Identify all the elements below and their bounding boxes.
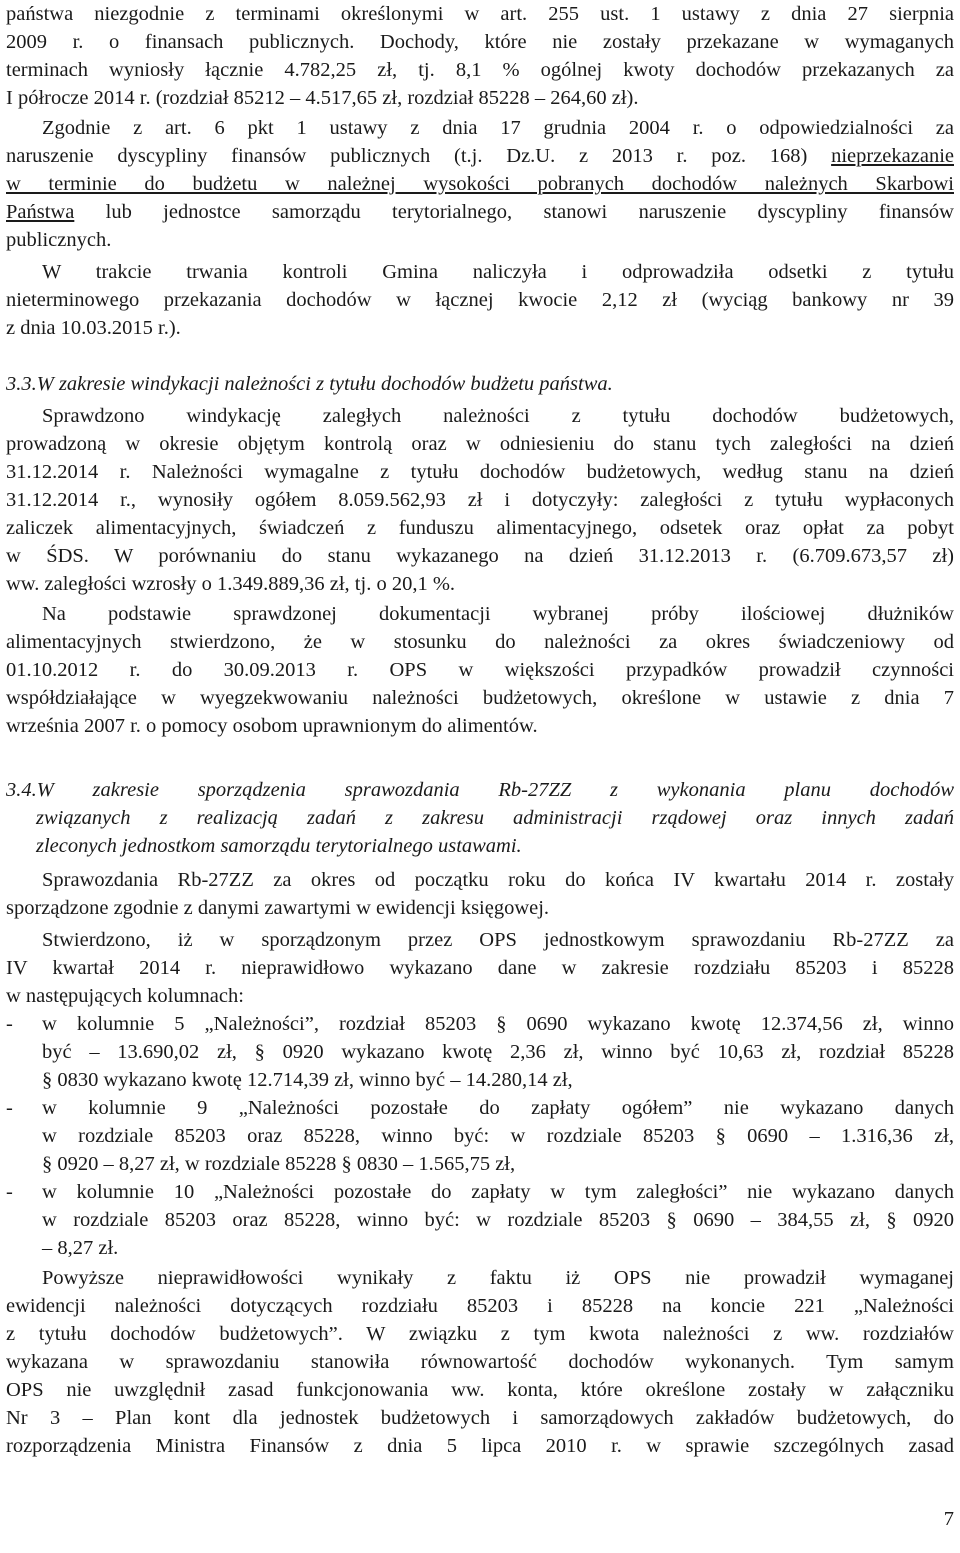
text-line: z dnia 10.03.2015 r.). bbox=[6, 317, 181, 339]
text-segment: lub jednostce samorządu terytorialnego, stanowi naruszenie dyscypliny finansów bbox=[74, 201, 954, 223]
text-line: W trakcie trwania kontroli Gmina naliczyła i odprowadziła odsetki z tytułu bbox=[42, 261, 954, 283]
list-item-line: być – 13.690,02 zł, § 0920 wykazano kwotę 2,36 zł, winno być 10,63 zł, rozdział 85228 bbox=[42, 1041, 954, 1063]
text-line: Nr 3 – Plan kont dla jednostek budżetowych i samorządowych zakładów budżetowych, do bbox=[6, 1407, 954, 1429]
section-heading-line: zleconych jednostkom samorządu terytorialnego ustawami. bbox=[36, 835, 522, 857]
text-line: terminach wyniosły łącznie 4.782,25 zł, tj. 8,1 % ogólnej kwoty dochodów przekazanych za bbox=[6, 59, 954, 81]
text-line: rozporządzenia Ministra Finansów z dnia 5 lipca 2010 r. w sprawie szczególnych zasad bbox=[6, 1435, 954, 1457]
text-line: sporządzone zgodnie z danymi zawartymi w ewidencji księgowej. bbox=[6, 897, 550, 919]
page-number: 7 bbox=[943, 1508, 954, 1530]
text-line: w ŚDS. W porównaniu do stanu wykazanego na dzień 31.12.2013 r. (6.709.673,57 zł) bbox=[6, 545, 954, 567]
text-line: prowadzoną w okresie objętym kontrolą oraz w odniesieniu do stanu tych zaległości na dzień bbox=[6, 433, 954, 455]
text-line: ww. zaległości wzrosły o 1.349.889,36 zł, tj. o 20,1 %. bbox=[6, 573, 456, 595]
text-line: publicznych. bbox=[6, 229, 112, 251]
text-line: OPS nie uwzględnił zasad funkcjonowania ww. konta, które określone zostały w załączniku bbox=[6, 1379, 954, 1401]
list-item-line: § 0830 wykazano kwotę 12.714,39 zł, winno być – 14.280,14 zł, bbox=[42, 1069, 573, 1091]
text-line: państwa niezgodnie z terminami określonymi w art. 255 ust. 1 ustawy z dnia 27 sierpnia bbox=[6, 3, 954, 25]
text-line: 31.12.2014 r. Należności wymagalne z tytułu dochodów budżetowych, według stanu na dzień bbox=[6, 461, 954, 483]
text-line: 01.10.2012 r. do 30.09.2013 r. OPS w większości przypadków prowadził czynności bbox=[6, 659, 954, 681]
text-line: Na podstawie sprawdzonej dokumentacji wybranej próby ilościowej dłużników bbox=[42, 603, 954, 625]
text-line: wykazana w sprawozdaniu stanowiła równowartość dochodów wykonanych. Tym samym bbox=[6, 1351, 954, 1373]
list-bullet: - bbox=[6, 1013, 13, 1035]
text-line: zaliczek alimentacyjnych, świadczeń z funduszu alimentacyjnego, odsetek oraz opłat za pobyt bbox=[6, 517, 954, 539]
list-item-line: w kolumnie 5 „Należności”, rozdział 85203 § 0690 wykazano kwotę 12.374,56 zł, winno bbox=[42, 1013, 954, 1035]
section-heading-line: związanych z realizacją zadań z zakresu administracji rządowej oraz innych zadań bbox=[36, 807, 954, 829]
text-line: I półrocze 2014 r. (rozdział 85212 – 4.517,65 zł, rozdział 85228 – 264,60 zł). bbox=[6, 87, 639, 109]
text-line: 2009 r. o finansach publicznych. Dochody, które nie zostały przekazane w wymaganych bbox=[6, 31, 954, 53]
text-line: w następujących kolumnach: bbox=[6, 985, 244, 1007]
text-line: z tytułu dochodów budżetowych”. W związku z tym kwota należności z ww. rozdziałów bbox=[6, 1323, 954, 1345]
underlined-line: w terminie do budżetu w należnej wysokości pobranych dochodów należnych Skarbowi bbox=[6, 173, 954, 195]
text-line: Sprawdzono windykację zaległych należności z tytułu dochodów budżetowych, bbox=[42, 405, 954, 427]
text-line: IV kwartał 2014 r. nieprawidłowo wykazano dane w zakresie rozdziału 85203 i 85228 bbox=[6, 957, 954, 979]
underlined-segment: Państwa bbox=[6, 201, 75, 223]
text-line: współdziałające w wyegzekwowaniu należności budżetowych, określone w ustawie z dnia 7 bbox=[6, 687, 954, 709]
text-line bbox=[6, 142, 954, 170]
text-line: alimentacyjnych stwierdzono, że w stosunku do należności za okres świadczeniowy od bbox=[6, 631, 954, 653]
text-line: ewidencji należności dotyczących rozdziału 85203 i 85228 na koncie 221 „Należności bbox=[6, 1295, 954, 1317]
text-line: Sprawozdania Rb-27ZZ za okres od początku roku do końca IV kwartału 2014 r. zostały bbox=[42, 869, 954, 891]
list-item-line: § 0920 – 8,27 zł, w rozdziale 85228 § 0830 – 1.565,75 zł, bbox=[42, 1153, 516, 1175]
list-item-line: w kolumnie 10 „Należności pozostałe do zapłaty w tym zaległości” nie wykazano danych bbox=[42, 1181, 954, 1203]
list-bullet: - bbox=[6, 1097, 13, 1119]
text-line: 31.12.2014 r., wynosiły ogółem 8.059.562,93 zł i dotyczyły: zaległości z tytułu wypłaconych bbox=[6, 489, 954, 511]
list-bullet: - bbox=[6, 1181, 13, 1203]
text-segment: naruszenie dyscypliny finansów publicznych (t.j. Dz.U. z 2013 r. poz. 168) bbox=[6, 145, 832, 167]
text-line: nieterminowego przekazania dochodów w łącznej kwocie 2,12 zł (wyciąg bankowy nr 39 bbox=[6, 289, 954, 311]
list-item-line: w rozdziale 85203 oraz 85228, winno być: w rozdziale 85203 § 0690 – 384,55 zł, § 0920 bbox=[42, 1209, 954, 1231]
list-item-line: w kolumnie 9 „Należności pozostałe do zapłaty ogółem” nie wykazano danych bbox=[42, 1097, 954, 1119]
text-line bbox=[6, 198, 954, 226]
text-line: Powyższe nieprawidłowości wynikały z faktu iż OPS nie prowadził wymaganej bbox=[42, 1267, 954, 1289]
text-line: września 2007 r. o pomocy osobom uprawnionym do alimentów. bbox=[6, 715, 538, 737]
list-item-line: w rozdziale 85203 oraz 85228, winno być: w rozdziale 85203 § 0690 – 1.316,36 zł, bbox=[42, 1125, 954, 1147]
underlined-segment: nieprzekazanie bbox=[831, 145, 954, 167]
text-line: Zgodnie z art. 6 pkt 1 ustawy z dnia 17 grudnia 2004 r. o odpowiedzialności za bbox=[42, 117, 954, 139]
section-heading: 3.4.W zakresie sporządzenia sprawozdania Rb-27ZZ z wykonania planu dochodów bbox=[6, 779, 954, 801]
section-heading: 3.3.W zakresie windykacji należności z tytułu dochodów budżetu państwa. bbox=[6, 373, 613, 395]
list-item-line: – 8,27 zł. bbox=[42, 1237, 119, 1259]
text-line: Stwierdzono, iż w sporządzonym przez OPS jednostkowym sprawozdaniu Rb-27ZZ za bbox=[42, 929, 954, 951]
